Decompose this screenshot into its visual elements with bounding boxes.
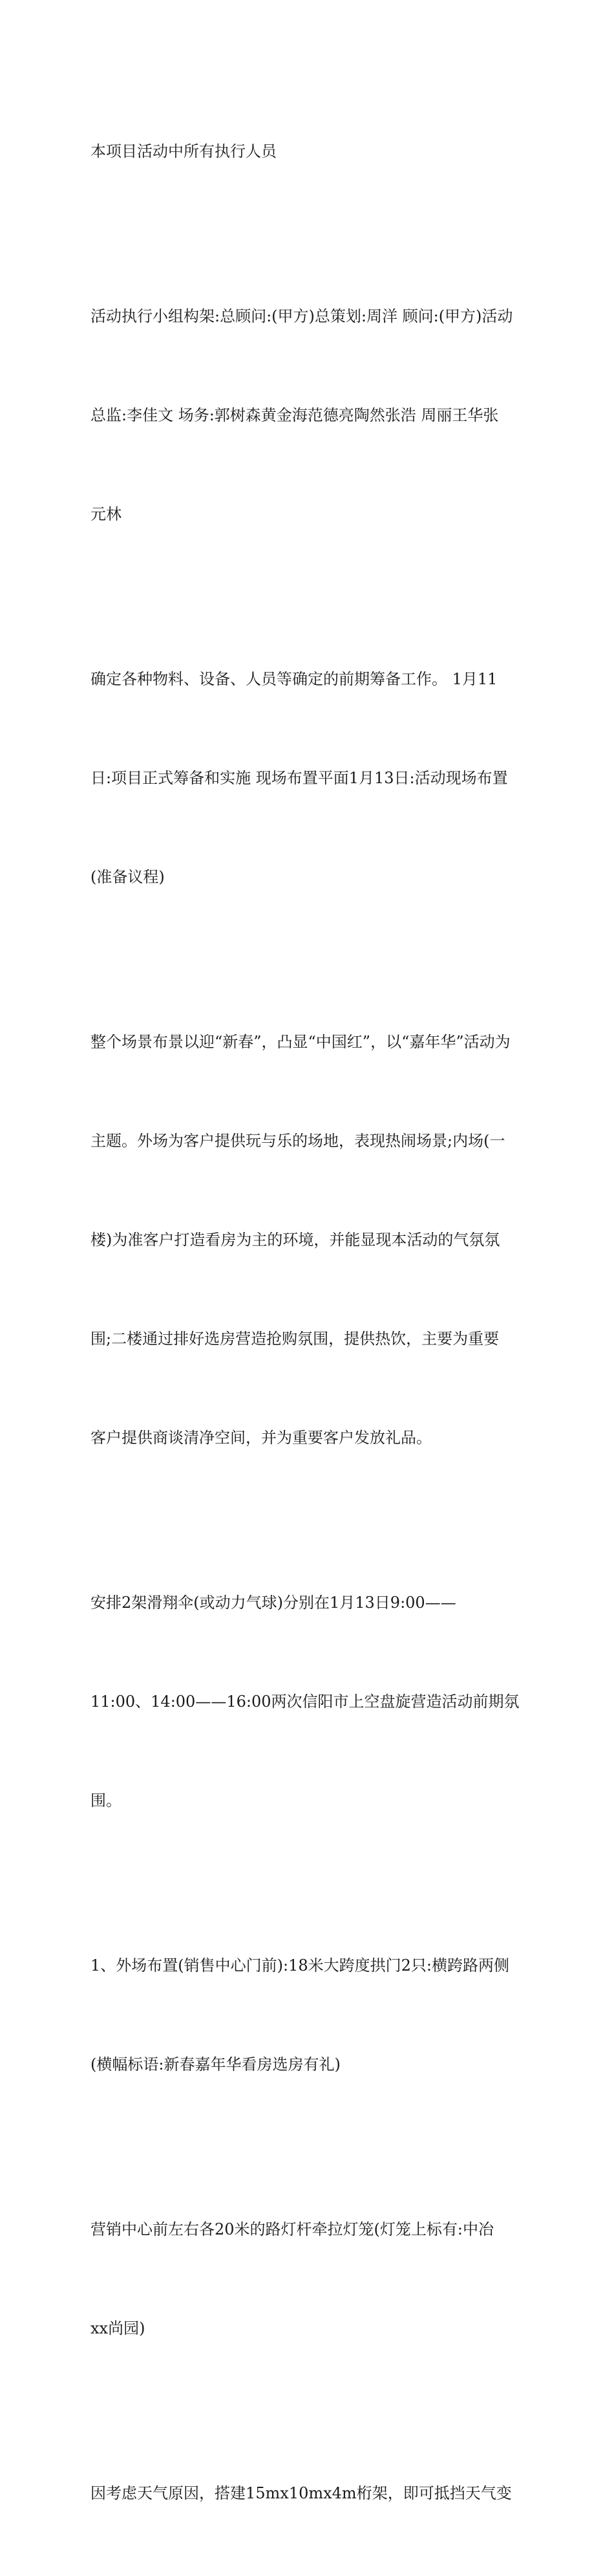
text-line: 主题。外场为客户提供玩与乐的场地，表现热闹场景;内场(一: [90, 1132, 505, 1150]
text-line: (横幅标语:新春嘉年华看房选房有礼): [90, 2055, 341, 2073]
text-line: 楼)为准客户打造看房为主的环境，并能显现本活动的气氛氛: [90, 1231, 500, 1249]
paragraph-team-structure: [90, 234, 525, 597]
text-line: 活动执行小组构架:总顾问:(甲方)总策划:周洋 顾问:(甲方)活动: [90, 307, 513, 325]
paragraph-paragliders: [90, 1521, 525, 1883]
text-line: 安排2架滑翔伞(或动力气球)分别在1月13日9:00——: [90, 1594, 456, 1612]
text-line: 日:项目正式筹备和实施 现场布置平面1月13日:活动现场布置: [90, 769, 508, 787]
paragraph-personnel-title: [90, 69, 525, 234]
text-line: 围。: [90, 1791, 122, 1810]
paragraph-preparation: [90, 597, 525, 960]
text-line: 本项目活动中所有执行人员: [90, 142, 277, 160]
paragraph-lanterns: [90, 2147, 525, 2411]
text-line: 元林: [90, 505, 122, 523]
text-line: 围;二楼通过排好选房营造抢购氛围，提供热饮，主要为重要: [90, 1330, 500, 1348]
text-line: (准备议程): [90, 868, 165, 886]
text-line: 1、外场布置(销售中心门前):18米大跨度拱门2只:横跨路两侧: [90, 1956, 509, 1975]
text-line: 营销中心前左右各20米的路灯杆牵拉灯笼(灯笼上标有:中冶: [90, 2220, 494, 2238]
text-line: 因考虑天气原因，搭建15mx10mx4m桁架，即可抵挡天气变: [90, 2484, 512, 2502]
text-line: 整个场景布景以迎“新春”，凸显“中国红”，以“嘉年华”活动为: [90, 1033, 511, 1051]
paragraph-scene-theme: [90, 960, 525, 1521]
text-line: 客户提供商谈清净空间，并为重要客户发放礼品。: [90, 1429, 432, 1447]
paragraph-truss: [90, 2411, 525, 2576]
paragraph-outdoor-layout: [90, 1883, 525, 2147]
text-line: xx尚园): [90, 2319, 145, 2337]
document-body: [90, 69, 525, 2576]
text-line: 11:00、14:00——16:00两次信阳市上空盘旋营造活动前期氛: [90, 1693, 520, 1711]
text-line: 确定各种物料、设备、人员等确定的前期筹备工作。 1月11: [90, 670, 498, 688]
text-line: 总监:李佳文 场务:郭树森黄金海范德亮陶然张浩 周丽王华张: [90, 406, 499, 424]
